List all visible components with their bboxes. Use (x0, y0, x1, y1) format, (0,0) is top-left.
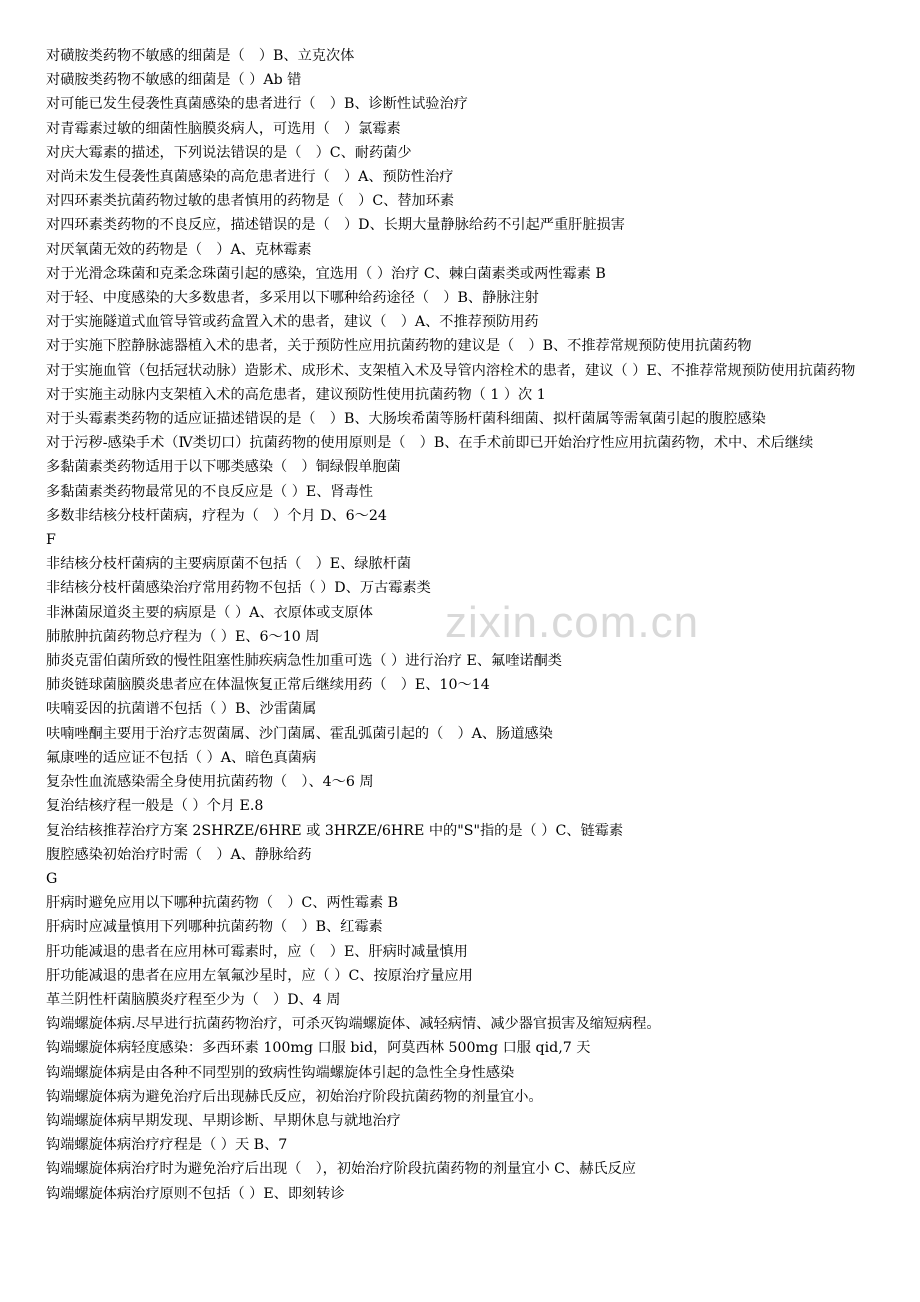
text-line: 呋喃唑酮主要用于治疗志贺菌属、沙门菌属、霍乱弧菌引起的（ ）A、肠道感染 (46, 725, 553, 742)
text-line: 多黏菌素类药物最常见的不良反应是（ ）E、肾毒性 (46, 483, 373, 500)
text-line: 钩端螺旋体病是由各种不同型别的致病性钩端螺旋体引起的急性全身性感染 (46, 1064, 515, 1081)
text-line: 钩端螺旋体病轻度感染：多西环素 100mg 口服 bid，阿莫西林 500mg 口服 qid,7 天 (46, 1040, 591, 1057)
text-line: 非结核分枝杆菌感染治疗常用药物不包括（ ）D、万古霉素类 (46, 580, 431, 597)
text-line: 对四环素类药物的不良反应，描述错误的是（ ）D、长期大量静脉给药不引起严重肝脏损害 (46, 217, 625, 234)
text-line: 肝功能减退的患者在应用林可霉素时，应（ ）E、肝病时减量慎用 (46, 943, 468, 960)
text-line: 呋喃妥因的抗菌谱不包括（ ）B、沙雷菌属 (46, 701, 317, 718)
text-line: 肺炎克雷伯菌所致的慢性阻塞性肺疾病急性加重可选（ ）进行治疗 E、氟喹诺酮类 (46, 653, 562, 670)
text-line: 对于轻、中度感染的大多数患者，多采用以下哪种给药途径（ ）B、静脉注射 (46, 290, 539, 307)
text-line: 对磺胺类药物不敏感的细菌是（ ）B、立克次体 (46, 48, 355, 64)
text-line: 钩端螺旋体病.尽早进行抗菌药物治疗，可杀灭钩端螺旋体、减轻病情、减少器官损害及缩短病程。 (46, 1016, 661, 1033)
text-line: 对四环素类抗菌药物过敏的患者慎用的药物是（ ）C、替加环素 (46, 193, 455, 210)
text-line: 对厌氧菌无效的药物是（ ）A、克林霉素 (46, 241, 312, 258)
text-line: 钩端螺旋体病治疗原则不包括（ ）E、即刻转诊 (46, 1185, 345, 1202)
text-line: 对于头霉素类药物的适应证描述错误的是（ ）B、大肠埃希菌等肠杆菌科细菌、拟杆菌属等需氧菌引起的腹腔感染 (46, 411, 766, 428)
text-line: 对于实施下腔静脉滤器植入术的患者，关于预防性应用抗菌药物的建议是（ ）B、不推荐常规预防使用抗菌药物 (46, 338, 752, 355)
text-line: 氟康唑的适应证不包括（ ）A、暗色真菌病 (46, 749, 317, 766)
text-line: 复治结核推荐治疗方案 2SHRZE/6HRE 或 3HRZE/6HRE 中的"S"指的是（ ）C、链霉素 (46, 822, 624, 839)
text-line: 钩端螺旋体病为避免治疗后出现赫氏反应，初始治疗阶段抗菌药物的剂量宜小。 (46, 1088, 543, 1105)
text-line: 肝病时应减量慎用下列哪种抗菌药物（ ）B、红霉素 (46, 919, 383, 936)
text-line: 多数非结核分枝杆菌病，疗程为（ ）个月 D、6～24 (46, 507, 387, 524)
text-line: 钩端螺旋体病早期发现、早期诊断、早期休息与就地治疗 (46, 1112, 401, 1129)
text-line: 对于实施主动脉内支架植入术的高危患者，建议预防性使用抗菌药物（ 1 ）次 1 (46, 386, 546, 403)
text-line: 钩端螺旋体病治疗疗程是（ ）天 B、7 (46, 1137, 288, 1154)
text-line: 对可能已发生侵袭性真菌感染的患者进行（ ）B、诊断性试验治疗 (46, 96, 468, 113)
text-line: 对青霉素过敏的细菌性脑膜炎病人，可选用（ ）氯霉素 (46, 120, 401, 137)
text-line: 对尚未发生侵袭性真菌感染的高危患者进行（ ）A、预防性治疗 (46, 169, 454, 186)
text-line: 肝功能减退的患者在应用左氧氟沙星时，应（ ）C、按原治疗量应用 (46, 967, 473, 984)
text-line: 对庆大霉素的描述，下列说法错误的是（ ）C、耐药菌少 (46, 144, 412, 161)
text-line: 对于实施血管（包括冠状动脉）造影术、成形术、支架植入术及导管内溶栓术的患者，建议（ ）E、不推荐常规预防使用抗菌药物 (46, 362, 856, 379)
text-line: 非结核分枝杆菌病的主要病原菌不包括（ ）E、绿脓杆菌 (46, 556, 412, 573)
text-line: 对于光滑念珠菌和克柔念珠菌引起的感染，宜选用（ ）治疗 C、棘白菌素类或两性霉素 B (46, 265, 606, 282)
text-line: 复杂性血流感染需全身使用抗菌药物（ ）、4～6 周 (46, 774, 374, 791)
text-line: 肺炎链球菌脑膜炎患者应在体温恢复正常后继续用药（ ）E、10～14 (46, 677, 490, 694)
text-line: 革兰阴性杆菌脑膜炎疗程至少为（ ）D、4 周 (46, 991, 341, 1008)
text-line: 复治结核疗程一般是（ ）个月 E.8 (46, 798, 264, 815)
text-line: 多黏菌素类药物适用于以下哪类感染（ ）铜绿假单胞菌 (46, 459, 401, 476)
section-letter: G (46, 870, 58, 887)
watermark-text: zixin.com.cn (445, 598, 700, 647)
text-line: 钩端螺旋体病治疗时为避免治疗后出现（ ），初始治疗阶段抗菌药物的剂量宜小 C、赫氏反应 (46, 1161, 636, 1178)
text-line: 肺脓肿抗菌药物总疗程为（ ）E、6～10 周 (46, 628, 320, 645)
document-body (46, 44, 882, 1206)
text-line: 对于实施隧道式血管导管或药盒置入术的患者，建议（ ）A、不推荐预防用药 (46, 314, 539, 331)
text-line: 对磺胺类药物不敏感的细菌是（ ）Ab 错 (46, 72, 302, 89)
text-line: 肝病时避免应用以下哪种抗菌药物（ ）C、两性霉素 B (46, 895, 399, 912)
section-letter: F (46, 532, 56, 549)
text-line: 腹腔感染初始治疗时需（ ）A、静脉给药 (46, 846, 312, 863)
text-line: 非淋菌尿道炎主要的病原是（ ）A、衣原体或支原体 (46, 604, 373, 621)
text-line: 对于污秽-感染手术（Ⅳ类切口）抗菌药物的使用原则是（ ）B、在手术前即已开始治疗性应用抗菌药物，术中、术后继续 (46, 435, 814, 452)
